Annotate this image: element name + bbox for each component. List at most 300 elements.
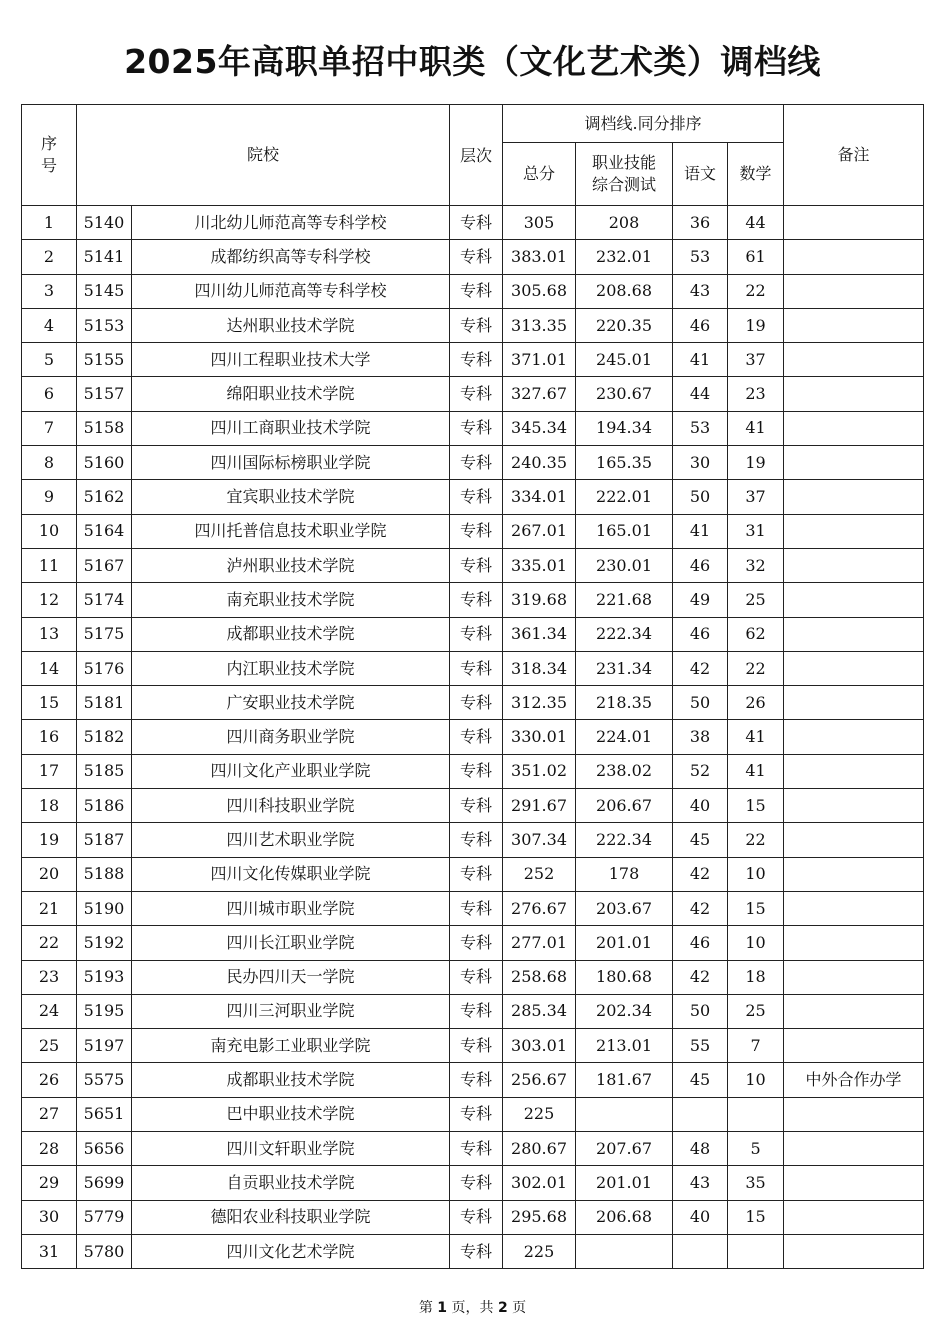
- table-row: [22, 240, 924, 274]
- row-school-name: 四川城市职业学院: [132, 891, 450, 925]
- row-code: 5651: [77, 1097, 132, 1131]
- row-chinese: 48: [673, 1132, 728, 1166]
- row-skill: [576, 1234, 673, 1268]
- row-total: 252: [503, 857, 576, 891]
- row-total: 371.01: [503, 343, 576, 377]
- row-school-name: 四川商务职业学院: [132, 720, 450, 754]
- row-total: 258.68: [503, 960, 576, 994]
- header-chinese: 语文: [673, 143, 728, 206]
- row-math: 10: [728, 1063, 784, 1097]
- row-level: 专科: [450, 651, 503, 685]
- row-remark: [784, 514, 924, 548]
- row-school-name: 内江职业技术学院: [132, 651, 450, 685]
- table-row: [22, 891, 924, 925]
- row-remark: [784, 343, 924, 377]
- row-chinese: 50: [673, 994, 728, 1028]
- row-level: 专科: [450, 1097, 503, 1131]
- row-math: 15: [728, 1200, 784, 1234]
- row-remark: [784, 960, 924, 994]
- header-remark: 备注: [784, 105, 924, 206]
- row-seq: 15: [22, 686, 77, 720]
- table-row: [22, 548, 924, 582]
- row-level: 专科: [450, 206, 503, 240]
- row-seq: 22: [22, 926, 77, 960]
- row-skill: 208.68: [576, 274, 673, 308]
- row-level: 专科: [450, 411, 503, 445]
- table-row: [22, 823, 924, 857]
- row-code: 5157: [77, 377, 132, 411]
- table-row: [22, 857, 924, 891]
- row-total: 277.01: [503, 926, 576, 960]
- row-remark: [784, 1234, 924, 1268]
- row-remark: [784, 857, 924, 891]
- row-level: 专科: [450, 1029, 503, 1063]
- row-math: 5: [728, 1132, 784, 1166]
- row-level: 专科: [450, 583, 503, 617]
- row-school-name: 成都纺织高等专科学校: [132, 240, 450, 274]
- row-math: 18: [728, 960, 784, 994]
- row-total: 351.02: [503, 754, 576, 788]
- row-seq: 21: [22, 891, 77, 925]
- table-row: [22, 720, 924, 754]
- row-remark: [784, 548, 924, 582]
- row-school-name: 成都职业技术学院: [132, 1063, 450, 1097]
- row-remark: [784, 823, 924, 857]
- row-math: 7: [728, 1029, 784, 1063]
- row-total: 225: [503, 1234, 576, 1268]
- row-skill: 232.01: [576, 240, 673, 274]
- row-math: 19: [728, 446, 784, 480]
- row-remark: [784, 617, 924, 651]
- row-remark: [784, 1166, 924, 1200]
- row-code: 5153: [77, 308, 132, 342]
- row-code: 5186: [77, 789, 132, 823]
- table-row: [22, 1166, 924, 1200]
- row-chinese: 42: [673, 857, 728, 891]
- row-chinese: 52: [673, 754, 728, 788]
- row-skill: 206.68: [576, 1200, 673, 1234]
- row-math: 22: [728, 651, 784, 685]
- row-code: 5779: [77, 1200, 132, 1234]
- row-skill: 202.34: [576, 994, 673, 1028]
- row-school-name: 成都职业技术学院: [132, 617, 450, 651]
- row-chinese: 43: [673, 1166, 728, 1200]
- row-total: 318.34: [503, 651, 576, 685]
- table-row: [22, 480, 924, 514]
- row-skill: 213.01: [576, 1029, 673, 1063]
- row-total: 312.35: [503, 686, 576, 720]
- row-level: 专科: [450, 789, 503, 823]
- row-level: 专科: [450, 446, 503, 480]
- row-school-name: 南充职业技术学院: [132, 583, 450, 617]
- row-skill: 218.35: [576, 686, 673, 720]
- row-code: 5162: [77, 480, 132, 514]
- table-row: [22, 1200, 924, 1234]
- row-code: 5176: [77, 651, 132, 685]
- row-skill: 180.68: [576, 960, 673, 994]
- row-total: 313.35: [503, 308, 576, 342]
- row-skill: 220.35: [576, 308, 673, 342]
- row-level: 专科: [450, 1063, 503, 1097]
- row-chinese: 50: [673, 480, 728, 514]
- row-chinese: 42: [673, 651, 728, 685]
- row-seq: 30: [22, 1200, 77, 1234]
- footer-prefix: 第: [418, 1300, 433, 1316]
- row-chinese: 49: [673, 583, 728, 617]
- row-code: 5188: [77, 857, 132, 891]
- row-chinese: [673, 1234, 728, 1268]
- row-level: 专科: [450, 617, 503, 651]
- row-level: 专科: [450, 857, 503, 891]
- table-row: [22, 446, 924, 480]
- table-row: [22, 960, 924, 994]
- footer-page-number: 1: [437, 1300, 448, 1316]
- row-code: 5175: [77, 617, 132, 651]
- row-math: 25: [728, 583, 784, 617]
- row-seq: 2: [22, 240, 77, 274]
- row-total: 276.67: [503, 891, 576, 925]
- row-code: 5780: [77, 1234, 132, 1268]
- row-chinese: 40: [673, 789, 728, 823]
- row-skill: 238.02: [576, 754, 673, 788]
- row-skill: 231.34: [576, 651, 673, 685]
- row-math: [728, 1097, 784, 1131]
- row-remark: [784, 446, 924, 480]
- row-level: 专科: [450, 926, 503, 960]
- table-row: [22, 1234, 924, 1268]
- table-row: [22, 789, 924, 823]
- row-chinese: 43: [673, 274, 728, 308]
- row-code: 5192: [77, 926, 132, 960]
- row-code: 5181: [77, 686, 132, 720]
- row-school-name: 民办四川天一学院: [132, 960, 450, 994]
- row-code: 5155: [77, 343, 132, 377]
- row-school-name: 泸州职业技术学院: [132, 548, 450, 582]
- row-chinese: 44: [673, 377, 728, 411]
- row-code: 5185: [77, 754, 132, 788]
- row-seq: 31: [22, 1234, 77, 1268]
- cutoff-table: [21, 104, 924, 1269]
- row-chinese: [673, 1097, 728, 1131]
- row-remark: [784, 377, 924, 411]
- table-row: [22, 1063, 924, 1097]
- footer-mid: 页，共: [451, 1300, 494, 1316]
- row-seq: 24: [22, 994, 77, 1028]
- row-skill: 230.01: [576, 548, 673, 582]
- row-level: 专科: [450, 377, 503, 411]
- row-skill: 181.67: [576, 1063, 673, 1097]
- row-math: 41: [728, 720, 784, 754]
- row-code: 5141: [77, 240, 132, 274]
- table-row: [22, 514, 924, 548]
- row-math: 22: [728, 823, 784, 857]
- row-math: 37: [728, 343, 784, 377]
- table-row: [22, 206, 924, 240]
- row-chinese: 53: [673, 240, 728, 274]
- row-chinese: 41: [673, 514, 728, 548]
- row-level: 专科: [450, 514, 503, 548]
- row-total: 307.34: [503, 823, 576, 857]
- row-school-name: 四川文轩职业学院: [132, 1132, 450, 1166]
- row-remark: [784, 891, 924, 925]
- row-remark: [784, 1200, 924, 1234]
- row-remark: [784, 720, 924, 754]
- row-chinese: 50: [673, 686, 728, 720]
- row-math: 41: [728, 411, 784, 445]
- row-total: 256.67: [503, 1063, 576, 1097]
- row-seq: 8: [22, 446, 77, 480]
- row-skill: 206.67: [576, 789, 673, 823]
- row-math: 37: [728, 480, 784, 514]
- row-code: 5158: [77, 411, 132, 445]
- row-math: 23: [728, 377, 784, 411]
- row-remark: [784, 1097, 924, 1131]
- row-level: 专科: [450, 823, 503, 857]
- row-code: 5187: [77, 823, 132, 857]
- row-skill: 222.01: [576, 480, 673, 514]
- row-code: 5174: [77, 583, 132, 617]
- row-remark: [784, 206, 924, 240]
- table-row: [22, 686, 924, 720]
- row-math: 44: [728, 206, 784, 240]
- row-total: 295.68: [503, 1200, 576, 1234]
- row-remark: [784, 411, 924, 445]
- row-level: 专科: [450, 343, 503, 377]
- row-chinese: 38: [673, 720, 728, 754]
- row-math: 15: [728, 891, 784, 925]
- row-math: 10: [728, 857, 784, 891]
- row-seq: 5: [22, 343, 77, 377]
- row-total: 334.01: [503, 480, 576, 514]
- row-skill: 230.67: [576, 377, 673, 411]
- row-level: 专科: [450, 720, 503, 754]
- row-code: 5656: [77, 1132, 132, 1166]
- row-total: 267.01: [503, 514, 576, 548]
- table-row: [22, 1097, 924, 1131]
- row-seq: 27: [22, 1097, 77, 1131]
- row-skill: 221.68: [576, 583, 673, 617]
- row-school-name: 巴中职业技术学院: [132, 1097, 450, 1131]
- row-remark: [784, 308, 924, 342]
- row-math: 19: [728, 308, 784, 342]
- row-total: 345.34: [503, 411, 576, 445]
- row-chinese: 45: [673, 823, 728, 857]
- row-chinese: 42: [673, 891, 728, 925]
- header-math: 数学: [728, 143, 784, 206]
- row-total: 303.01: [503, 1029, 576, 1063]
- row-remark: [784, 583, 924, 617]
- row-code: 5195: [77, 994, 132, 1028]
- header-group: 调档线.同分排序: [503, 105, 784, 143]
- row-total: 361.34: [503, 617, 576, 651]
- row-total: 327.67: [503, 377, 576, 411]
- row-seq: 10: [22, 514, 77, 548]
- row-school-name: 四川托普信息技术职业学院: [132, 514, 450, 548]
- row-seq: 3: [22, 274, 77, 308]
- row-chinese: 46: [673, 926, 728, 960]
- row-school-name: 四川文化产业职业学院: [132, 754, 450, 788]
- row-chinese: 45: [673, 1063, 728, 1097]
- row-seq: 29: [22, 1166, 77, 1200]
- row-math: 25: [728, 994, 784, 1028]
- row-school-name: 四川工程职业技术大学: [132, 343, 450, 377]
- row-skill: 165.01: [576, 514, 673, 548]
- row-total: 225: [503, 1097, 576, 1131]
- header-seq: 序号: [22, 105, 77, 206]
- row-skill: 201.01: [576, 926, 673, 960]
- row-code: 5140: [77, 206, 132, 240]
- table-row: [22, 651, 924, 685]
- row-seq: 12: [22, 583, 77, 617]
- row-skill: 222.34: [576, 823, 673, 857]
- row-math: 15: [728, 789, 784, 823]
- row-chinese: 46: [673, 308, 728, 342]
- row-level: 专科: [450, 891, 503, 925]
- row-level: 专科: [450, 1166, 503, 1200]
- table-row: [22, 583, 924, 617]
- row-skill: 201.01: [576, 1166, 673, 1200]
- row-total: 330.01: [503, 720, 576, 754]
- row-math: 35: [728, 1166, 784, 1200]
- row-code: 5699: [77, 1166, 132, 1200]
- table-row: [22, 994, 924, 1028]
- row-math: [728, 1234, 784, 1268]
- row-remark: [784, 754, 924, 788]
- table-row: [22, 1029, 924, 1063]
- row-math: 32: [728, 548, 784, 582]
- row-level: 专科: [450, 240, 503, 274]
- row-math: 41: [728, 754, 784, 788]
- row-school-name: 四川长江职业学院: [132, 926, 450, 960]
- row-seq: 25: [22, 1029, 77, 1063]
- row-skill: 178: [576, 857, 673, 891]
- row-remark: [784, 994, 924, 1028]
- page-title: 2025年高职单招中职类（文化艺术类）调档线: [124, 42, 821, 81]
- row-math: 22: [728, 274, 784, 308]
- header-skill: 职业技能综合测试: [576, 143, 673, 206]
- row-school-name: 宜宾职业技术学院: [132, 480, 450, 514]
- row-level: 专科: [450, 960, 503, 994]
- row-remark: [784, 1029, 924, 1063]
- header-total: 总分: [503, 143, 576, 206]
- row-level: 专科: [450, 686, 503, 720]
- row-chinese: 46: [673, 548, 728, 582]
- table-row: [22, 343, 924, 377]
- row-skill: 194.34: [576, 411, 673, 445]
- row-remark: 中外合作办学: [784, 1063, 924, 1097]
- row-seq: 11: [22, 548, 77, 582]
- row-skill: 165.35: [576, 446, 673, 480]
- row-code: 5182: [77, 720, 132, 754]
- row-total: 302.01: [503, 1166, 576, 1200]
- row-school-name: 四川幼儿师范高等专科学校: [132, 274, 450, 308]
- row-code: 5190: [77, 891, 132, 925]
- row-remark: [784, 651, 924, 685]
- row-seq: 28: [22, 1132, 77, 1166]
- row-school-name: 四川三河职业学院: [132, 994, 450, 1028]
- row-chinese: 53: [673, 411, 728, 445]
- row-chinese: 30: [673, 446, 728, 480]
- row-remark: [784, 789, 924, 823]
- row-level: 专科: [450, 480, 503, 514]
- row-seq: 7: [22, 411, 77, 445]
- row-remark: [784, 480, 924, 514]
- row-school-name: 四川文化传媒职业学院: [132, 857, 450, 891]
- row-school-name: 川北幼儿师范高等专科学校: [132, 206, 450, 240]
- row-chinese: 40: [673, 1200, 728, 1234]
- row-remark: [784, 686, 924, 720]
- row-chinese: 55: [673, 1029, 728, 1063]
- row-total: 383.01: [503, 240, 576, 274]
- row-code: 5167: [77, 548, 132, 582]
- row-total: 285.34: [503, 994, 576, 1028]
- row-school-name: 绵阳职业技术学院: [132, 377, 450, 411]
- row-seq: 13: [22, 617, 77, 651]
- row-seq: 1: [22, 206, 77, 240]
- row-school-name: 南充电影工业职业学院: [132, 1029, 450, 1063]
- row-level: 专科: [450, 274, 503, 308]
- row-school-name: 广安职业技术学院: [132, 686, 450, 720]
- row-math: 61: [728, 240, 784, 274]
- page-footer: [0, 1297, 945, 1317]
- row-school-name: 四川文化艺术学院: [132, 1234, 450, 1268]
- row-seq: 19: [22, 823, 77, 857]
- row-school-name: 自贡职业技术学院: [132, 1166, 450, 1200]
- table-row: [22, 308, 924, 342]
- row-total: 305: [503, 206, 576, 240]
- row-level: 专科: [450, 1234, 503, 1268]
- row-skill: 207.67: [576, 1132, 673, 1166]
- table-row: [22, 1132, 924, 1166]
- row-seq: 14: [22, 651, 77, 685]
- table-row: [22, 617, 924, 651]
- row-chinese: 42: [673, 960, 728, 994]
- row-skill: 203.67: [576, 891, 673, 925]
- row-chinese: 41: [673, 343, 728, 377]
- row-level: 专科: [450, 994, 503, 1028]
- row-code: 5145: [77, 274, 132, 308]
- row-seq: 6: [22, 377, 77, 411]
- row-total: 291.67: [503, 789, 576, 823]
- row-school-name: 达州职业技术学院: [132, 308, 450, 342]
- row-level: 专科: [450, 548, 503, 582]
- table-row: [22, 411, 924, 445]
- row-math: 31: [728, 514, 784, 548]
- row-chinese: 36: [673, 206, 728, 240]
- row-level: 专科: [450, 1132, 503, 1166]
- row-school-name: 四川国际标榜职业学院: [132, 446, 450, 480]
- row-seq: 4: [22, 308, 77, 342]
- row-school-name: 四川科技职业学院: [132, 789, 450, 823]
- row-remark: [784, 274, 924, 308]
- row-total: 335.01: [503, 548, 576, 582]
- row-skill: [576, 1097, 673, 1131]
- row-total: 319.68: [503, 583, 576, 617]
- row-code: 5575: [77, 1063, 132, 1097]
- row-code: 5160: [77, 446, 132, 480]
- row-code: 5164: [77, 514, 132, 548]
- row-math: 10: [728, 926, 784, 960]
- row-level: 专科: [450, 1200, 503, 1234]
- row-chinese: 46: [673, 617, 728, 651]
- table-row: [22, 754, 924, 788]
- row-math: 26: [728, 686, 784, 720]
- row-math: 62: [728, 617, 784, 651]
- row-seq: 20: [22, 857, 77, 891]
- row-seq: 16: [22, 720, 77, 754]
- row-seq: 17: [22, 754, 77, 788]
- row-remark: [784, 1132, 924, 1166]
